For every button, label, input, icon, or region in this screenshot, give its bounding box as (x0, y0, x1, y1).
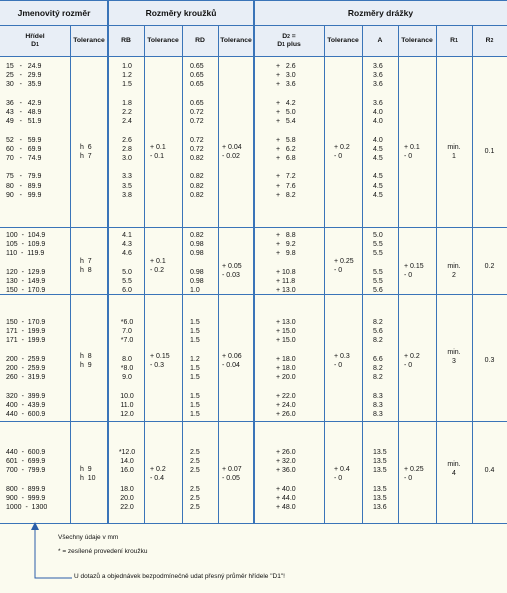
header-shaft-d1: Hřídel D1 (0, 25, 70, 56)
shaft-tolerance-group-3: h 8 h 9 (80, 353, 92, 370)
header-d2: D2 = D1 plus (254, 25, 324, 56)
r2-group-2: 0.2 (484, 263, 495, 270)
arrow-up-icon (26, 522, 96, 592)
footer-reinforced-note: * = zesílené provedení kroužku (58, 548, 148, 555)
header-tolerance-5: Tolerance (398, 25, 436, 56)
grid-line (472, 25, 473, 524)
rd-tolerance-group-3: + 0.06 - 0.04 (222, 353, 242, 370)
rd-tolerance-group-1: + 0.04 - 0.02 (222, 144, 242, 161)
group-divider (0, 421, 507, 422)
d2-values-group-1: + 2.6 + 3.0 + 3.6 + 4.2 + 5.0 + 5.4 + 5.8 + 6.2 + 6.8 + 7.2 + 7.6 + 8.2 (276, 63, 296, 199)
rb-values-group-4: *12.0 14.0 16.0 18.0 20.0 22.0 (118, 449, 136, 512)
rb-tolerance-group-2: + 0.1 - 0.2 (150, 258, 166, 275)
r1-group-2: min. 2 (447, 263, 461, 280)
footer-units-note: Všechny údaje v mm (58, 534, 119, 541)
rb-values-group-3: *6.0 7.0 *7.0 8.0 *8.0 9.0 10.0 11.0 12.0 (120, 319, 134, 419)
a-tolerance-group-4: + 0.25 - 0 (404, 466, 424, 483)
shaft-tolerance-group-1: h 6 h 7 (80, 144, 92, 161)
rb-tolerance-group-1: + 0.1 - 0.1 (150, 144, 166, 161)
rd-values-group-1: 0.65 0.65 0.65 0.65 0.72 0.72 0.72 0.72 0.82 0.82 0.82 0.82 (190, 63, 204, 199)
grid-line (182, 25, 183, 524)
grid-line (218, 25, 219, 524)
header-rd: RD (182, 25, 218, 56)
header-ring-dimensions-text: Rozměry kroužků (145, 7, 217, 18)
r2-group-1: 0.1 (484, 148, 495, 155)
header-rb: RB (108, 25, 144, 56)
grid-line (70, 25, 71, 524)
a-values-group-3: 8.2 5.6 8.2 6.6 8.2 8.2 8.3 8.3 8.3 (373, 319, 383, 419)
footer-order-note: U dotazů a objednávek bezpodmínečně udat přesný průměr hřídele "D1"! (74, 573, 285, 580)
shaft-ranges-group-2: 100 - 104.9 105 - 109.9 110 - 119.9 120 - 129.9 130 - 149.9 150 - 170.9 (6, 232, 46, 295)
rb-tolerance-group-3: + 0.15 - 0.3 (150, 353, 170, 370)
rd-values-group-4: 2.5 2.5 2.5 2.5 2.5 2.5 (190, 449, 200, 512)
r2-group-3: 0.3 (484, 357, 495, 364)
group-divider (0, 294, 507, 295)
rd-tolerance-group-4: + 0.07 - 0.05 (222, 466, 242, 483)
shaft-tolerance-group-4: h 9 h 10 (80, 466, 96, 483)
header-tolerance-3: Tolerance (218, 25, 254, 56)
header-tolerance-4: Tolerance (324, 25, 362, 56)
d2-values-group-4: + 26.0 + 32.0 + 36.0 + 40.0 + 44.0 + 48.0 (276, 449, 296, 512)
a-tolerance-group-1: + 0.1 - 0 (404, 144, 420, 161)
rb-tolerance-group-4: + 0.2 - 0.4 (150, 466, 166, 483)
header-nominal-size (0, 0, 108, 25)
grid-line (144, 25, 145, 524)
r1-group-1: min. 1 (447, 144, 461, 161)
header-r1: R1 (436, 25, 472, 56)
grid-line (398, 25, 399, 524)
a-values-group-1: 3.6 3.6 3.6 3.6 4.0 4.0 4.0 4.5 4.5 4.5 4.5 4.5 (373, 63, 383, 199)
r1-group-3: min. 3 (447, 349, 461, 366)
d2-tolerance-group-4: + 0.4 - 0 (334, 466, 350, 483)
grid-line (324, 25, 325, 524)
header-groove-dimensions (254, 0, 507, 25)
a-tolerance-group-2: + 0.15 - 0 (404, 263, 424, 280)
header-r2: R2 (472, 25, 507, 56)
a-values-group-4: 13.5 13.5 13.5 13.5 13.5 13.6 (373, 449, 387, 512)
shaft-tolerance-group-2: h 7 h 8 (80, 258, 92, 275)
shaft-ranges-group-1: 15 - 24.9 25 - 29.9 30 - 35.9 36 - 42.9 43 - 48.9 49 - 51.9 52 - 59.9 60 - 69.9 70 - 74.9 75 - 79.9 80 - 89.9 90 - 99.9 (6, 63, 42, 199)
header-a: A (362, 25, 398, 56)
rd-values-group-2: 0.82 0.98 0.98 0.98 0.98 1.0 (190, 232, 204, 295)
header-ring-dimensions (108, 0, 254, 25)
d2-tolerance-group-2: + 0.25 - 0 (334, 258, 354, 275)
r1-group-4: min. 4 (447, 461, 461, 478)
d2-tolerance-group-3: + 0.3 - 0 (334, 353, 350, 370)
header-tolerance-2: Tolerance (144, 25, 182, 56)
header-groove-dimensions-text: Rozměry drážky (347, 7, 414, 18)
d2-values-group-3: + 13.0 + 15.0 + 15.0 + 18.0 + 18.0 + 20.0 + 22.0 + 24.0 + 26.0 (276, 319, 296, 419)
grid-line (362, 25, 363, 524)
shaft-ranges-group-3: 150 - 170.9 171 - 199.9 171 - 199.9 200 - 259.9 200 - 259.9 260 - 319.9 320 - 399.9 400 - 439.9 440 - 600.9 (6, 319, 46, 419)
r2-group-4: 0.4 (484, 467, 495, 474)
header-tolerance-1: Tolerance (70, 25, 108, 56)
group-divider (0, 227, 507, 228)
rd-tolerance-group-2: + 0.05 - 0.03 (222, 263, 242, 280)
rb-values-group-1: 1.0 1.2 1.5 1.8 2.2 2.4 2.6 2.8 3.0 3.3 3.5 3.8 (122, 63, 132, 199)
a-values-group-2: 5.0 5.5 5.5 5.5 5.5 5.6 (373, 232, 383, 295)
grid-line (107, 0, 109, 524)
a-tolerance-group-3: + 0.2 - 0 (404, 353, 420, 370)
rb-values-group-2: 4.1 4.3 4.6 5.0 5.5 6.0 (122, 232, 132, 295)
d2-tolerance-group-1: + 0.2 - 0 (334, 144, 350, 161)
shaft-ranges-group-4: 440 - 600.9 601 - 699.9 700 - 799.9 800 - 899.9 900 - 999.9 1000 - 1300 (6, 449, 48, 512)
header-nominal-size-text: Jmenovitý rozměr (17, 7, 91, 18)
rd-values-group-3: 1.5 1.5 1.5 1.2 1.5 1.5 1.5 1.5 1.5 (190, 319, 200, 419)
grid-line (253, 0, 255, 524)
d2-values-group-2: + 8.8 + 9.2 + 9.8 + 10.8 + 11.8 + 13.0 (276, 232, 296, 295)
